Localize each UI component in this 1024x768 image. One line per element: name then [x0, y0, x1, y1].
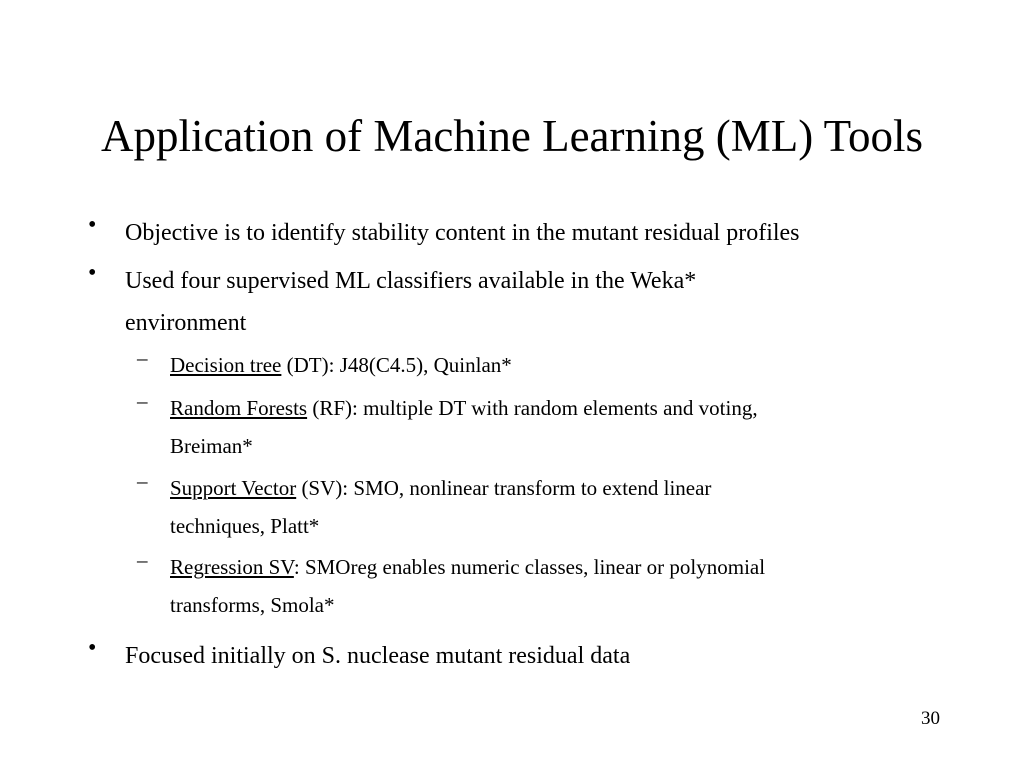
- bullet-text: [125, 635, 945, 677]
- sub-item-text-line: Breiman*: [170, 434, 253, 458]
- bullet-text-line: environment: [125, 310, 247, 336]
- sub-bullet-marker: –: [137, 346, 148, 370]
- bullet-text-line: Focused initially on S. nuclease mutant residual data: [125, 643, 631, 669]
- sub-item-text-line: techniques, Platt*: [170, 514, 320, 538]
- slide-title: Application of Machine Learning (ML) Tools: [100, 111, 924, 161]
- sub-bullet-marker: –: [137, 469, 148, 493]
- bullet-marker: •: [88, 260, 97, 286]
- sub-item-text-line: (RF): multiple DT with random elements and voting,: [307, 396, 758, 420]
- sub-item-label: Decision tree: [170, 353, 282, 377]
- sub-item-text: [170, 548, 930, 624]
- sub-item-text: [170, 389, 930, 465]
- sub-item-text-line: transforms, Smola*: [170, 593, 335, 617]
- sub-item-text: [170, 346, 930, 384]
- sub-item-label: Regression SV: [170, 555, 294, 579]
- bullet-text-line: Used four supervised ML classifiers available in the Weka*: [125, 268, 697, 294]
- sub-item-text-line: : SMOreg enables numeric classes, linear or polynomial: [293, 555, 766, 579]
- bullet-marker: •: [88, 212, 97, 238]
- bullet-marker: •: [88, 635, 97, 661]
- sub-item-text-line: (DT): J48(C4.5), Quinlan*: [281, 353, 512, 377]
- sub-bullet-marker: –: [137, 389, 148, 413]
- bullet-text-line: Objective is to identify stability content in the mutant residual profiles: [125, 220, 800, 246]
- sub-item-text: [170, 469, 930, 545]
- bullet-text: [125, 212, 945, 254]
- sub-item-text-line: (SV): SMO, nonlinear transform to extend linear: [296, 476, 712, 500]
- sub-bullet-marker: –: [137, 548, 148, 572]
- bullet-text: [125, 260, 945, 344]
- sub-item-label: Support Vector: [170, 476, 297, 500]
- sub-item-label: Random Forests: [170, 396, 308, 420]
- page-number: 30: [921, 708, 940, 729]
